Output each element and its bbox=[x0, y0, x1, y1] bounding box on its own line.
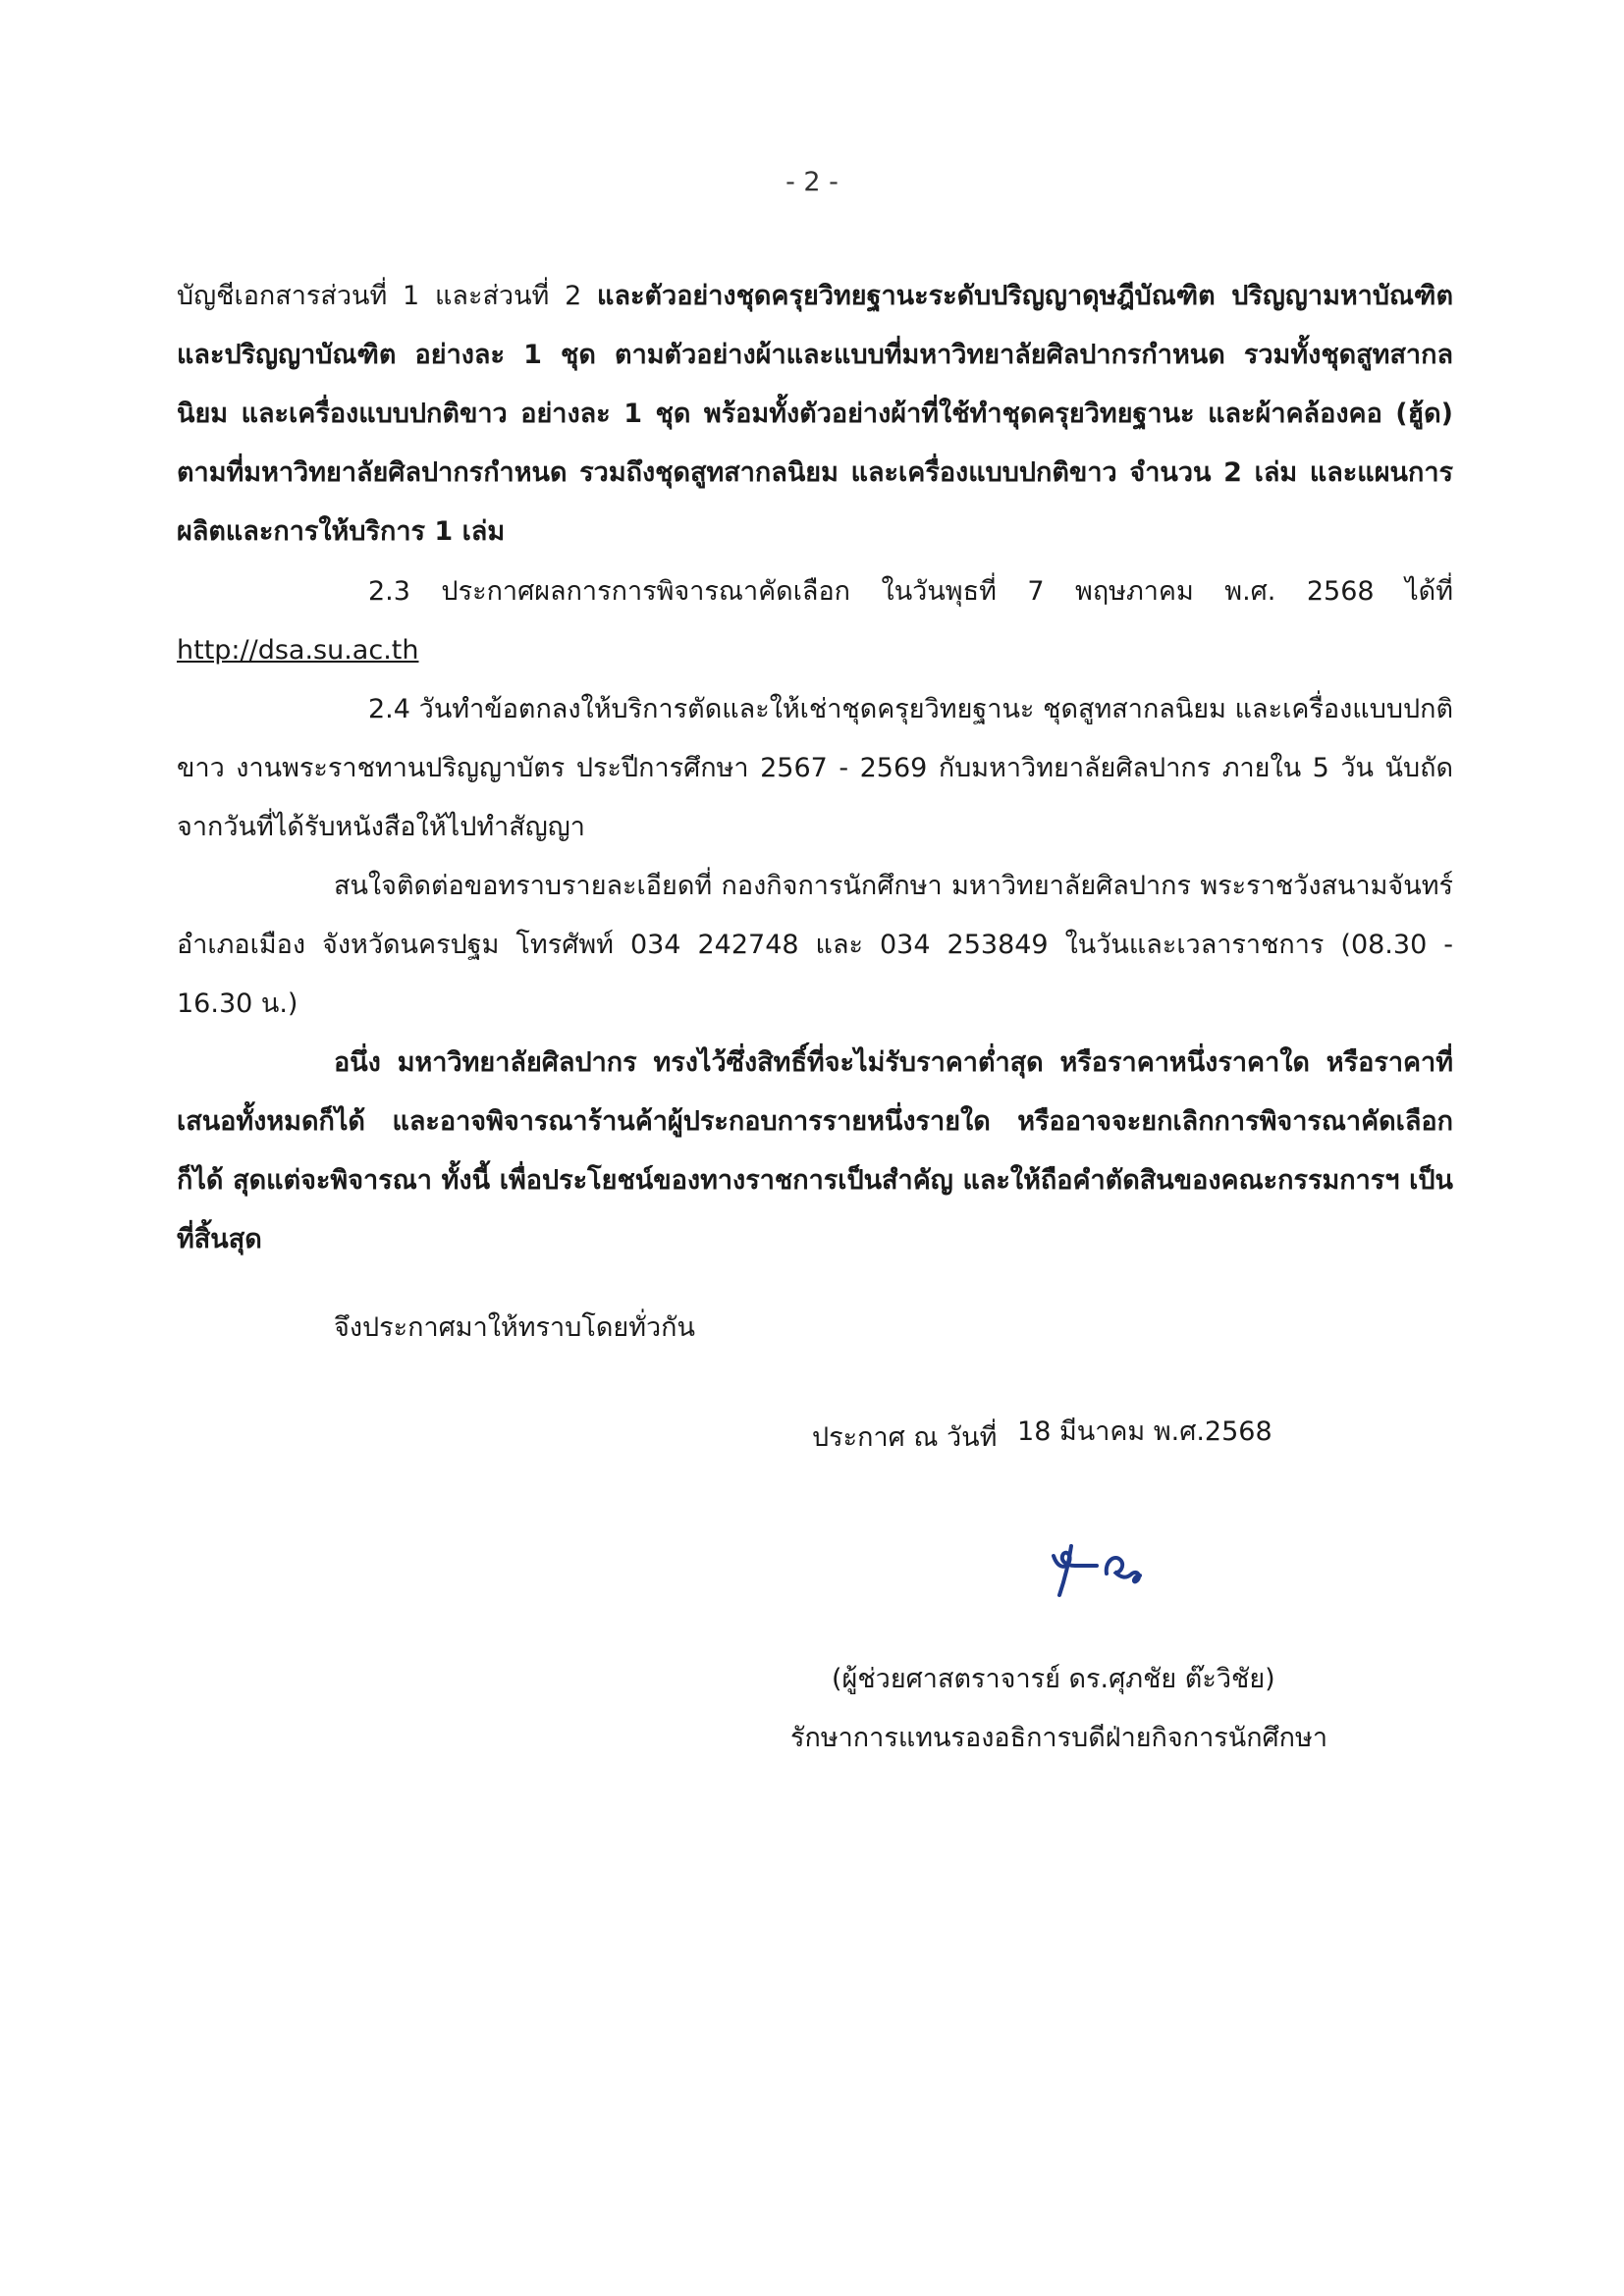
signatory-position: รักษาการแทนรองอธิการบดีฝ่ายกิจการนักศึกษา bbox=[790, 1723, 1327, 1753]
announcement-label: ประกาศ ณ วันที่ bbox=[812, 1422, 998, 1453]
contact-paragraph: สนใจติดต่อขอทราบรายละเอียดที่ กองกิจการนักศึกษา มหาวิทยาลัยศิลปากร พระราชวังสนามจันทร์ อำเภอเมือง จังหวัดนครปฐม โทรศัพท์ 034 242748 และ 034 253849 ในวันและเวลาราชการ (08.30 - 16.30 น.) bbox=[177, 871, 1453, 1019]
paragraph-documents-plain: บัญชีเอกสารส่วนที่ 1 และส่วนที่ 2 bbox=[177, 281, 598, 311]
announcement-date-line bbox=[812, 1415, 1272, 1458]
signatory-name: (ผู้ช่วยศาสตราจารย์ ดร.ศุภชัย ต๊ะวิชัย) bbox=[832, 1664, 1275, 1694]
announcement-date: 18 มีนาคม พ.ศ.2568 bbox=[1017, 1416, 1272, 1447]
paragraph-documents-bold: และตัวอย่างชุดครุยวิทยฐานะระดับปริญญาดุษฎีบัณฑิต ปริญญามหาบัณฑิต และปริญญาบัณฑิต อย่างละ 1 ชุด ตามตัวอย่างผ้าและแบบที่มหาวิทยาลัยศิลปากรกำหนด รวมทั้งชุดสูทสากลนิยม และเครื่องแบบปกติขาว อย่างละ 1 ชุด พร้อมทั้งตัวอย่างผ้าที่ใช้ทำชุดครุยวิทยฐานะ และผ้าคล้องคอ (ฮู้ด) ตามที่มหาวิทยาลัยศิลปากรกำหนด รวมถึงชุดสูทสากลนิยม และเครื่องแบบปกติขาว จำนวน 2 เล่ม และแผนการผลิตและการให้บริการ 1 เล่ม bbox=[177, 281, 1453, 547]
dsa-website-link[interactable]: http://dsa.su.ac.th bbox=[177, 635, 419, 666]
item-2-3-text: 2.3 ประกาศผลการการพิจารณาคัดเลือก ในวันพุธที่ 7 พฤษภาคม พ.ศ. 2568 ได้ที่ bbox=[368, 576, 1453, 607]
closing-statement: จึงประกาศมาให้ทราบโดยทั่วกัน bbox=[334, 1312, 695, 1343]
page-number: - 2 - bbox=[785, 167, 839, 197]
handwritten-signature-icon bbox=[1036, 1526, 1173, 1605]
item-2-3 bbox=[177, 562, 1453, 680]
paragraph-documents bbox=[177, 267, 1453, 561]
item-2-4: 2.4 วันทำข้อตกลงให้บริการตัดและให้เช่าชุดครุยวิทยฐานะ ชุดสูทสากลนิยม และเครื่องแบบปกติขาว งานพระราชทานปริญญาบัตร ประปีการศึกษา 2567 - 2569 กับมหาวิทยาลัยศิลปากร ภายใน 5 วัน นับถัดจากวันที่ได้รับหนังสือให้ไปทำสัญญา bbox=[177, 694, 1453, 842]
reservation-paragraph: อนึ่ง มหาวิทยาลัยศิลปากร ทรงไว้ซึ่งสิทธิ์ที่จะไม่รับราคาต่ำสุด หรือราคาหนึ่งราคาใด หรือราคาที่เสนอทั้งหมดก็ได้ และอาจพิจารณาร้านค้าผู้ประกอบการรายหนึ่งรายใด หรืออาจจะยกเลิกการพิจารณาคัดเลือกก็ได้ สุดแต่จะพิจารณา ทั้งนี้ เพื่อประโยชน์ของทางราชการเป็นสำคัญ และให้ถือคำตัดสินของคณะกรรมการฯ เป็นที่สิ้นสุด bbox=[177, 1047, 1453, 1255]
